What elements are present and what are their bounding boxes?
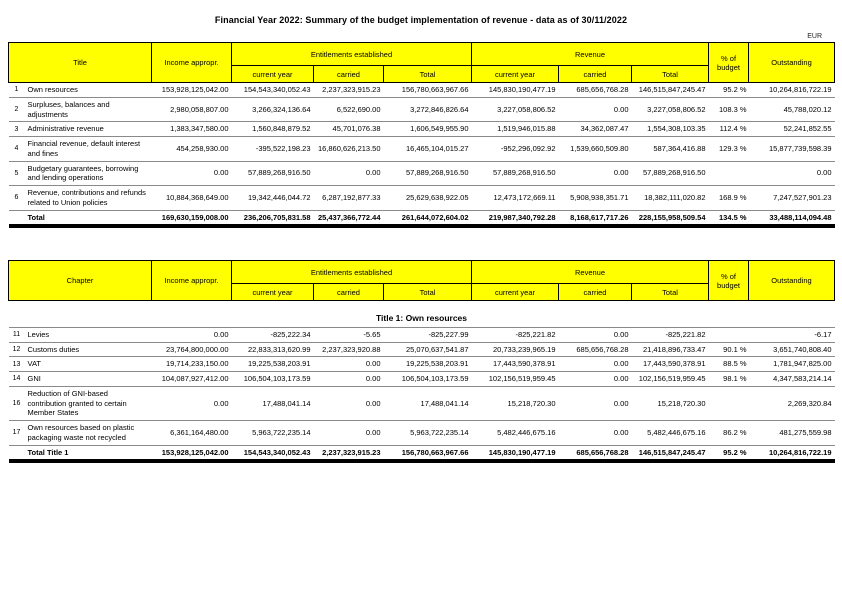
outstanding-value: 33,488,114,094.48 bbox=[749, 210, 835, 226]
header-chapter: Chapter bbox=[9, 261, 152, 301]
entitlements-total-value: 57,889,268,916.50 bbox=[384, 161, 472, 186]
header-rev-carried: carried bbox=[559, 284, 632, 301]
revenue-total-value: 57,889,268,916.50 bbox=[632, 161, 709, 186]
row-label: VAT bbox=[25, 357, 152, 372]
table-row bbox=[9, 421, 835, 446]
outstanding-value: -6.17 bbox=[749, 327, 835, 342]
revenue-current-year-value: 20,733,239,965.19 bbox=[472, 342, 559, 357]
section-title-row bbox=[9, 311, 835, 328]
revenue-total-value: 3,227,058,806.52 bbox=[632, 97, 709, 122]
table-row bbox=[9, 186, 835, 211]
chapter-number bbox=[9, 445, 25, 461]
revenue-total-value: 21,418,896,733.47 bbox=[632, 342, 709, 357]
row-label: Budgetary guarantees, borrowing and lending operations bbox=[25, 161, 152, 186]
header-income-appropr: Income appropr. bbox=[152, 261, 232, 301]
revenue-total-value: 228,155,958,509.54 bbox=[632, 210, 709, 226]
entitlements-total-value: 5,963,722,235.14 bbox=[384, 421, 472, 446]
outstanding-value: 3,651,740,808.40 bbox=[749, 342, 835, 357]
table2-section bbox=[9, 301, 835, 328]
pct-of-budget-value: 129.3 % bbox=[709, 137, 749, 162]
income-appropr-value: 1,383,347,580.00 bbox=[152, 122, 232, 137]
chapter-number: 12 bbox=[9, 342, 25, 357]
entitlements-total-value: -825,227.99 bbox=[384, 327, 472, 342]
pct-of-budget-value: 134.5 % bbox=[709, 210, 749, 226]
income-appropr-value: 0.00 bbox=[152, 386, 232, 420]
title1-by-chapter-table bbox=[8, 260, 835, 463]
currency-label: EUR bbox=[807, 33, 822, 40]
entitlements-current-year-value: 5,963,722,235.14 bbox=[232, 421, 314, 446]
pct-of-budget-value bbox=[709, 161, 749, 186]
income-appropr-value: 153,928,125,042.00 bbox=[152, 83, 232, 98]
chapter-number: 16 bbox=[9, 386, 25, 420]
revenue-total-value: 102,156,519,959.45 bbox=[632, 372, 709, 387]
entitlements-current-year-value: 3,266,324,136.64 bbox=[232, 97, 314, 122]
entitlements-total-value: 25,629,638,922.05 bbox=[384, 186, 472, 211]
table2-body bbox=[9, 327, 835, 461]
outstanding-value: 2,269,320.84 bbox=[749, 386, 835, 420]
entitlements-carried-value: 0.00 bbox=[314, 386, 384, 420]
table-row bbox=[9, 445, 835, 461]
revenue-current-year-value: -952,296,092.92 bbox=[472, 137, 559, 162]
row-label: Reduction of GNI-based contribution granted to certain Member States bbox=[25, 386, 152, 420]
chapter-number: 17 bbox=[9, 421, 25, 446]
entitlements-carried-value: 6,287,192,877.33 bbox=[314, 186, 384, 211]
revenue-carried-value: 0.00 bbox=[559, 327, 632, 342]
entitlements-current-year-value: 1,560,848,879.52 bbox=[232, 122, 314, 137]
revenue-total-value: 17,443,590,378.91 bbox=[632, 357, 709, 372]
row-label: Administrative revenue bbox=[25, 122, 152, 137]
income-appropr-value: 2,980,058,807.00 bbox=[152, 97, 232, 122]
revenue-total-value: -825,221.82 bbox=[632, 327, 709, 342]
income-appropr-value: 23,764,800,000.00 bbox=[152, 342, 232, 357]
table1-header bbox=[9, 43, 835, 83]
header-entitlements-established: Entitlements established bbox=[232, 43, 472, 66]
pct-of-budget-value: 90.1 % bbox=[709, 342, 749, 357]
revenue-carried-value: 0.00 bbox=[559, 357, 632, 372]
entitlements-total-value: 1,606,549,955.90 bbox=[384, 122, 472, 137]
entitlements-current-year-value: 19,225,538,203.91 bbox=[232, 357, 314, 372]
entitlements-current-year-value: 154,543,340,052.43 bbox=[232, 83, 314, 98]
entitlements-current-year-value: 19,342,446,044.72 bbox=[232, 186, 314, 211]
revenue-carried-value: 0.00 bbox=[559, 421, 632, 446]
row-label: Financial revenue, default interest and fines bbox=[25, 137, 152, 162]
revenue-carried-value: 8,168,617,717.26 bbox=[559, 210, 632, 226]
row-number: 4 bbox=[9, 137, 25, 162]
row-number: 1 bbox=[9, 83, 25, 98]
table-row bbox=[9, 327, 835, 342]
pct-of-budget-value: 95.2 % bbox=[709, 83, 749, 98]
row-label: Total Title 1 bbox=[25, 445, 152, 461]
pct-of-budget-value: 86.2 % bbox=[709, 421, 749, 446]
table-row bbox=[9, 161, 835, 186]
revenue-total-value: 587,364,416.88 bbox=[632, 137, 709, 162]
revenue-carried-value: 34,362,087.47 bbox=[559, 122, 632, 137]
header-rev-current-year: current year bbox=[472, 66, 559, 83]
revenue-carried-value: 685,656,768.28 bbox=[559, 83, 632, 98]
income-appropr-value: 10,884,368,649.00 bbox=[152, 186, 232, 211]
entitlements-current-year-value: 106,504,103,173.59 bbox=[232, 372, 314, 387]
header-outstanding: Outstanding bbox=[749, 43, 835, 83]
income-appropr-value: 454,258,930.00 bbox=[152, 137, 232, 162]
revenue-current-year-value: -825,221.82 bbox=[472, 327, 559, 342]
entitlements-current-year-value: 236,206,705,831.58 bbox=[232, 210, 314, 226]
chapter-number: 11 bbox=[9, 327, 25, 342]
table-row bbox=[9, 83, 835, 98]
outstanding-value: 10,264,816,722.19 bbox=[749, 83, 835, 98]
row-label: Levies bbox=[25, 327, 152, 342]
revenue-total-value: 1,554,308,103.35 bbox=[632, 122, 709, 137]
revenue-total-value: 146,515,847,245.47 bbox=[632, 83, 709, 98]
revenue-current-year-value: 3,227,058,806.52 bbox=[472, 97, 559, 122]
entitlements-total-value: 25,070,637,541.87 bbox=[384, 342, 472, 357]
income-appropr-value: 0.00 bbox=[152, 161, 232, 186]
pct-of-budget-value: 98.1 % bbox=[709, 372, 749, 387]
entitlements-total-value: 19,225,538,203.91 bbox=[384, 357, 472, 372]
table-row bbox=[9, 372, 835, 387]
revenue-current-year-value: 219,987,340,792.28 bbox=[472, 210, 559, 226]
entitlements-carried-value: 2,237,323,920.88 bbox=[314, 342, 384, 357]
revenue-current-year-value: 17,443,590,378.91 bbox=[472, 357, 559, 372]
header-ent-carried: carried bbox=[314, 66, 384, 83]
entitlements-total-value: 156,780,663,967.66 bbox=[384, 83, 472, 98]
entitlements-carried-value: 0.00 bbox=[314, 421, 384, 446]
outstanding-value: 52,241,852.55 bbox=[749, 122, 835, 137]
table-row bbox=[9, 97, 835, 122]
entitlements-carried-value: 0.00 bbox=[314, 372, 384, 387]
row-number: 5 bbox=[9, 161, 25, 186]
chapter-number: 13 bbox=[9, 357, 25, 372]
revenue-carried-value: 685,656,768.28 bbox=[559, 445, 632, 461]
outstanding-value: 4,347,583,214.14 bbox=[749, 372, 835, 387]
table2-header bbox=[9, 261, 835, 301]
entitlements-total-value: 16,465,104,015.27 bbox=[384, 137, 472, 162]
row-label: GNI bbox=[25, 372, 152, 387]
header-title: Title bbox=[9, 43, 152, 83]
entitlements-current-year-value: 22,833,313,620.99 bbox=[232, 342, 314, 357]
revenue-total-value: 146,515,847,245.47 bbox=[632, 445, 709, 461]
pct-of-budget-value: 95.2 % bbox=[709, 445, 749, 461]
entitlements-carried-value: 25,437,366,772.44 bbox=[314, 210, 384, 226]
header-ent-total: Total bbox=[384, 66, 472, 83]
revenue-total-value: 5,482,446,675.16 bbox=[632, 421, 709, 446]
header-pct-of-budget: % of budget bbox=[709, 43, 749, 83]
header-rev-total: Total bbox=[632, 66, 709, 83]
outstanding-value: 45,788,020.12 bbox=[749, 97, 835, 122]
row-number: 3 bbox=[9, 122, 25, 137]
entitlements-total-value: 156,780,663,967.66 bbox=[384, 445, 472, 461]
revenue-current-year-value: 102,156,519,959.45 bbox=[472, 372, 559, 387]
row-label: Own resources bbox=[25, 83, 152, 98]
revenue-total-value: 15,218,720.30 bbox=[632, 386, 709, 420]
spacer-row bbox=[9, 301, 835, 311]
row-number: 2 bbox=[9, 97, 25, 122]
entitlements-carried-value: 2,237,323,915.23 bbox=[314, 445, 384, 461]
header-revenue: Revenue bbox=[472, 261, 709, 284]
table1-body bbox=[9, 83, 835, 227]
entitlements-current-year-value: 57,889,268,916.50 bbox=[232, 161, 314, 186]
entitlements-total-value: 261,644,072,604.02 bbox=[384, 210, 472, 226]
pct-of-budget-value bbox=[709, 386, 749, 420]
revenue-current-year-value: 145,830,190,477.19 bbox=[472, 445, 559, 461]
row-number: 6 bbox=[9, 186, 25, 211]
income-appropr-value: 104,087,927,412.00 bbox=[152, 372, 232, 387]
row-number bbox=[9, 210, 25, 226]
entitlements-current-year-value: 154,543,340,052.43 bbox=[232, 445, 314, 461]
pct-of-budget-value bbox=[709, 327, 749, 342]
outstanding-value: 10,264,816,722.19 bbox=[749, 445, 835, 461]
revenue-current-year-value: 5,482,446,675.16 bbox=[472, 421, 559, 446]
revenue-current-year-value: 1,519,946,015.88 bbox=[472, 122, 559, 137]
entitlements-current-year-value: -395,522,198.23 bbox=[232, 137, 314, 162]
pct-of-budget-value: 88.5 % bbox=[709, 357, 749, 372]
summary-by-title-table bbox=[8, 42, 835, 228]
header-pct-of-budget: % of budget bbox=[709, 261, 749, 301]
header-rev-carried: carried bbox=[559, 66, 632, 83]
entitlements-current-year-value: -825,222.34 bbox=[232, 327, 314, 342]
income-appropr-value: 19,714,233,150.00 bbox=[152, 357, 232, 372]
row-label: Own resources based on plastic packaging waste not recycled bbox=[25, 421, 152, 446]
pct-of-budget-value: 112.4 % bbox=[709, 122, 749, 137]
pct-of-budget-value: 108.3 % bbox=[709, 97, 749, 122]
outstanding-value: 481,275,559.98 bbox=[749, 421, 835, 446]
revenue-carried-value: 1,539,660,509.80 bbox=[559, 137, 632, 162]
revenue-carried-value: 0.00 bbox=[559, 161, 632, 186]
income-appropr-value: 169,630,159,008.00 bbox=[152, 210, 232, 226]
revenue-carried-value: 685,656,768.28 bbox=[559, 342, 632, 357]
entitlements-carried-value: 45,701,076.38 bbox=[314, 122, 384, 137]
entitlements-current-year-value: 17,488,041.14 bbox=[232, 386, 314, 420]
revenue-current-year-value: 15,218,720.30 bbox=[472, 386, 559, 420]
revenue-current-year-value: 12,473,172,669.11 bbox=[472, 186, 559, 211]
header-rev-total: Total bbox=[632, 284, 709, 301]
entitlements-carried-value: 0.00 bbox=[314, 161, 384, 186]
entitlements-carried-value: 6,522,690.00 bbox=[314, 97, 384, 122]
revenue-carried-value: 0.00 bbox=[559, 372, 632, 387]
pct-of-budget-value: 168.9 % bbox=[709, 186, 749, 211]
header-ent-current-year: current year bbox=[232, 66, 314, 83]
row-label: Revenue, contributions and refunds related to Union policies bbox=[25, 186, 152, 211]
revenue-carried-value: 0.00 bbox=[559, 97, 632, 122]
revenue-carried-value: 0.00 bbox=[559, 386, 632, 420]
entitlements-carried-value: -5.65 bbox=[314, 327, 384, 342]
outstanding-value: 7,247,527,901.23 bbox=[749, 186, 835, 211]
table-row bbox=[9, 137, 835, 162]
header-rev-current-year: current year bbox=[472, 284, 559, 301]
header-income-appropr: Income appropr. bbox=[152, 43, 232, 83]
table-row bbox=[9, 357, 835, 372]
entitlements-carried-value: 2,237,323,915.23 bbox=[314, 83, 384, 98]
section-title: Title 1: Own resources bbox=[9, 311, 835, 328]
income-appropr-value: 0.00 bbox=[152, 327, 232, 342]
table-row bbox=[9, 122, 835, 137]
outstanding-value: 15,877,739,598.39 bbox=[749, 137, 835, 162]
header-outstanding: Outstanding bbox=[749, 261, 835, 301]
table-row bbox=[9, 342, 835, 357]
income-appropr-value: 153,928,125,042.00 bbox=[152, 445, 232, 461]
revenue-total-value: 18,382,111,020.82 bbox=[632, 186, 709, 211]
row-label: Customs duties bbox=[25, 342, 152, 357]
revenue-carried-value: 5,908,938,351.71 bbox=[559, 186, 632, 211]
header-ent-carried: carried bbox=[314, 284, 384, 301]
table-row bbox=[9, 386, 835, 420]
chapter-number: 14 bbox=[9, 372, 25, 387]
entitlements-total-value: 3,272,846,826.64 bbox=[384, 97, 472, 122]
revenue-current-year-value: 57,889,268,916.50 bbox=[472, 161, 559, 186]
row-label: Surpluses, balances and adjustments bbox=[25, 97, 152, 122]
outstanding-value: 1,781,947,825.00 bbox=[749, 357, 835, 372]
header-ent-total: Total bbox=[384, 284, 472, 301]
entitlements-total-value: 106,504,103,173.59 bbox=[384, 372, 472, 387]
entitlements-total-value: 17,488,041.14 bbox=[384, 386, 472, 420]
header-revenue: Revenue bbox=[472, 43, 709, 66]
entitlements-carried-value: 16,860,626,213.50 bbox=[314, 137, 384, 162]
table-row bbox=[9, 210, 835, 226]
outstanding-value: 0.00 bbox=[749, 161, 835, 186]
revenue-current-year-value: 145,830,190,477.19 bbox=[472, 83, 559, 98]
entitlements-carried-value: 0.00 bbox=[314, 357, 384, 372]
income-appropr-value: 6,361,164,480.00 bbox=[152, 421, 232, 446]
header-ent-current-year: current year bbox=[232, 284, 314, 301]
page-title: Financial Year 2022: Summary of the budget implementation of revenue - data as of 30/11/2022 bbox=[214, 15, 628, 25]
header-entitlements-established: Entitlements established bbox=[232, 261, 472, 284]
row-label: Total bbox=[25, 210, 152, 226]
